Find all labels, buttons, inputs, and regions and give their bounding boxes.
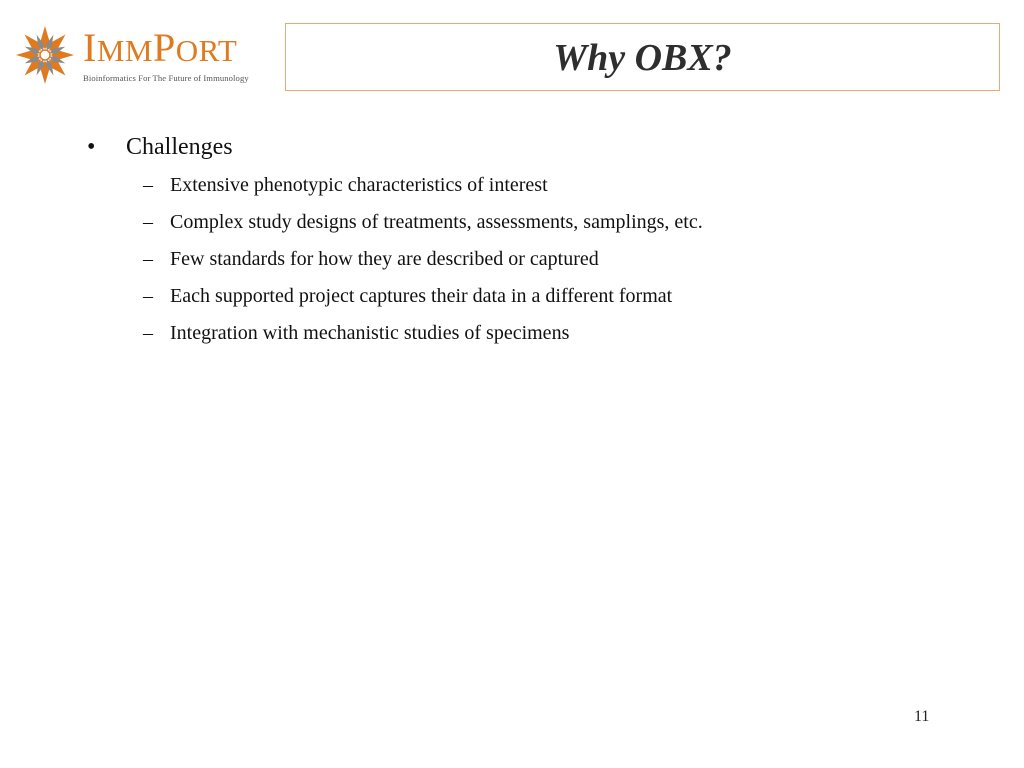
immport-star-icon (14, 24, 76, 86)
slide-title: Why OBX? (553, 37, 732, 79)
bullet-text: Challenges (126, 134, 233, 160)
sub-dash: – (143, 248, 153, 270)
sub-item-text: Extensive phenotypic characteristics of interest (170, 174, 548, 196)
sub-dash: – (143, 211, 153, 233)
sub-item-text: Complex study designs of treatments, assessments, samplings, etc. (170, 211, 703, 233)
immport-logo (14, 22, 276, 92)
sub-item-text: Each supported project captures their data in a different format (170, 285, 673, 307)
sub-dash: – (143, 174, 153, 196)
logo-tagline: Bioinformatics For The Future of Immunology (83, 73, 249, 83)
sub-dash: – (143, 285, 153, 307)
logo-wordmark: IMMPORT (83, 25, 238, 70)
title-box (285, 23, 1000, 91)
page-number: 11 (914, 708, 930, 725)
sub-item-text: Few standards for how they are described or captured (170, 248, 599, 270)
sub-item-text: Integration with mechanistic studies of specimens (170, 322, 570, 344)
bullet-dot: • (87, 134, 96, 160)
sub-dash: – (143, 322, 153, 344)
